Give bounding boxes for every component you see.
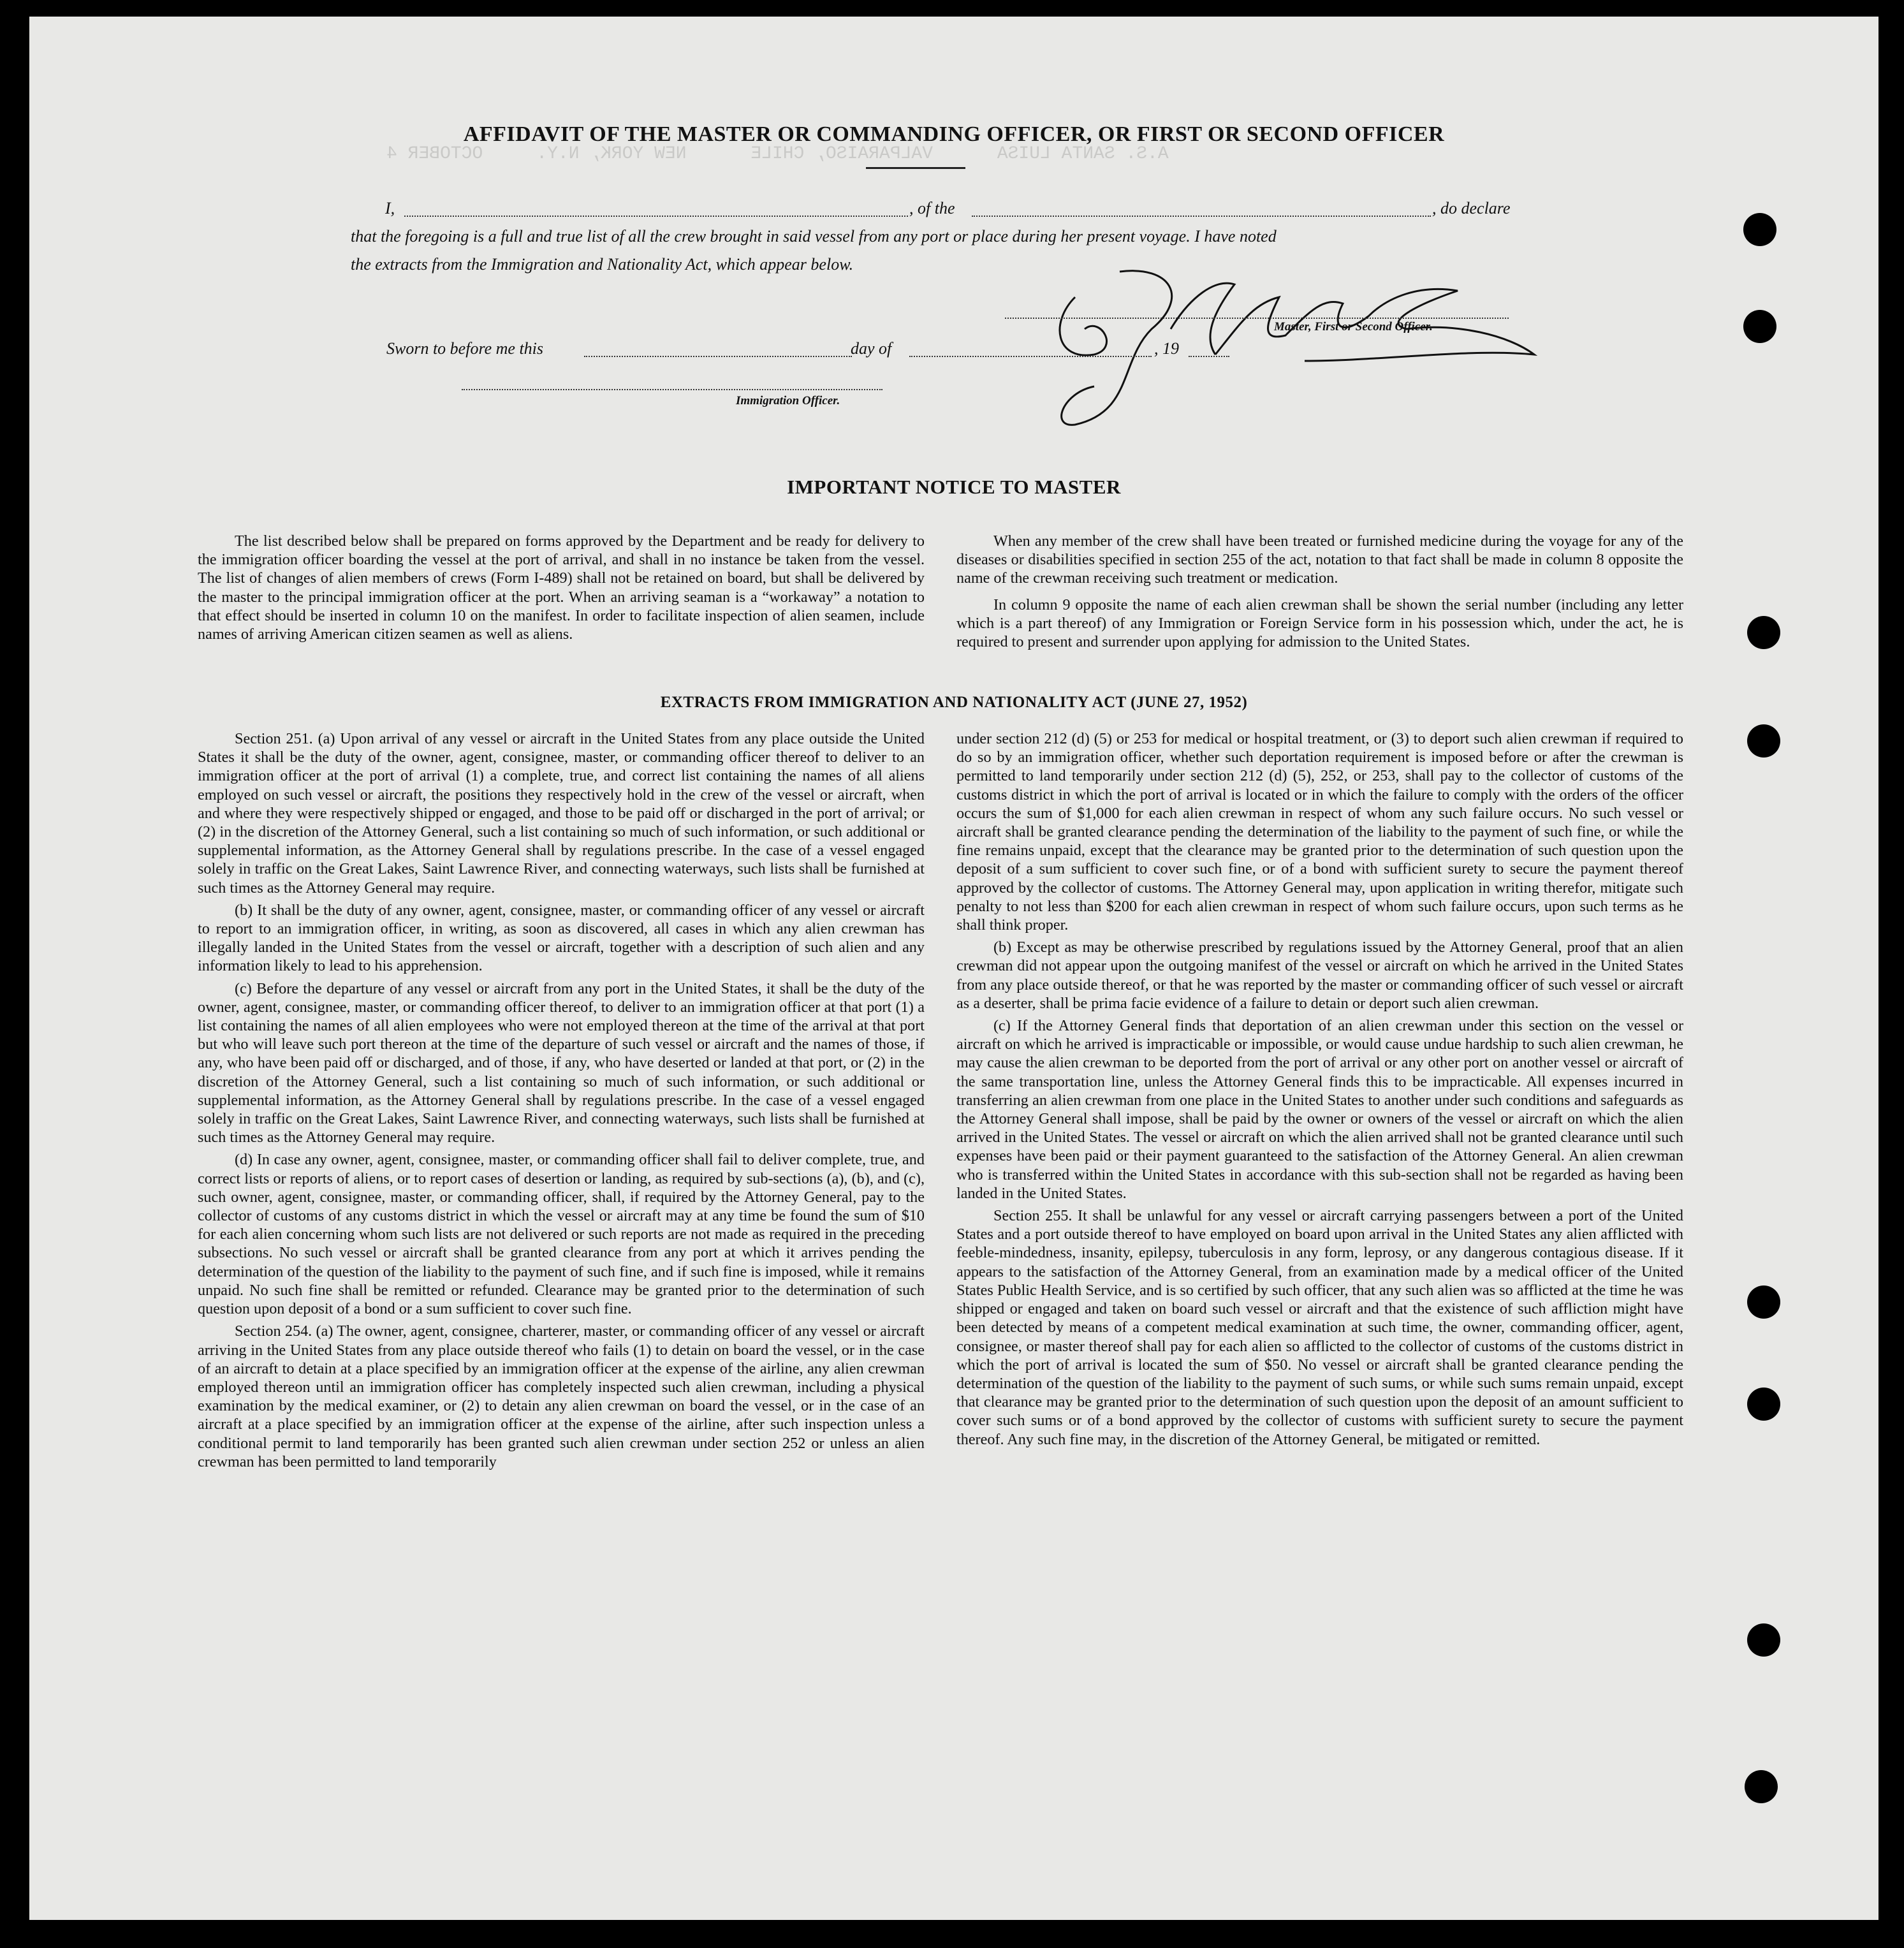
statute-paragraph: Section 254. (a) The owner, agent, consignee, charterer, master, or commanding officer of any vessel or aircraft arriving in the United States from any place outside thereof who fails (1) to detain on board the vessel, or in the case of an aircraft to detain at a place specified by an immigration officer at the expense of the airline, any alien crewman employed thereon until an immigration officer has completely inspected such alien crewman, including a physical examination by the medical examiner, or (2) to detain any alien crewman on board the vessel, or in the case of an aircraft at a place specified by an immigration officer at the expense of the airline, after such inspection unless a conditional permit to land temporarily has been granted such alien crewman under section 252 or unless an alien crewman has been permitted to land temporarily [198,1322,925,1470]
punch-hole [1747,1623,1780,1657]
notice-right-column [956,532,1683,651]
declaration-statement-1: that the foregoing is a full and true list of all the crew brought in said vessel from any port or place during her present voyage. I have noted [351,227,1277,245]
officer-signature-line [462,389,882,390]
statute-paragraph: (b) Except as may be otherwise prescribed by regulations issued by the Attorney General, proof that an alien crewman did not appear upon the outgoing manifest of the vessel or aircraft on which he arrived in the United States from any place outside thereof, or that he was reported by the master or commanding officer of such vessel or aircraft as a deserter, shall be prima facie evidence of a failure to detain or deport such alien crewman. [956,939,1683,1012]
notice-paragraph: In column 9 opposite the name of each alien crewman shall be shown the serial number (including any letter which is a part thereof) of any Immigration or Foreign Service form in his possession which, under the act, he is required to present and surrender upon applying for admission to the United States. [956,596,1683,651]
statute-paragraph: Section 255. It shall be unlawful for any vessel or aircraft carrying passengers between a port of the United States and a port outside thereof to have employed on board upon arrival in the United States any alien afflicted with feeble-mindedness, insanity, epilepsy, tuberculosis in any form, leprosy, or any dangerous contagious disease. If it appears to the satisfaction of the Attorney General, from an examination made by a medical officer of the United States Public Health Service, and is so certified by such officer, that any such alien was so afflicted at the time he was shipped or engaged and taken on board such vessel or aircraft and that the existence of such affliction might have been detected by means of a competent medical examination at such time, the owner, commanding officer, agent, consignee, or master thereof shall pay for each alien so afflicted to the collector of customs of the customs district in which the port of arrival is located the sum of $50. No vessel or aircraft shall be granted clearance pending the determination of the question of the liability to the payment of such sums, or while such sums remain unpaid, except that clearance may be granted prior to the determination of such question upon the deposit of an amount sufficient to cover such sums or of a bond approved by the collector of customs with sufficient surety to secure the payment thereof. Any such fine may, in the discretion of the Attorney General, be mitigated or remitted. [956,1207,1683,1448]
declaration-line-mid: , of the [909,199,955,217]
master-signature [1024,259,1598,437]
statute-paragraph: (d) In case any owner, agent, consignee, master, or commanding officer shall fail to deliver complete, true, and correct lists or reports of aliens, or to report cases of desertion or landing, as required by sub-sections (a), (b), and (c), such owner, agent, consignee, master, or commanding officer, shall, if required by the Attorney General, pay to the collector of customs of any customs district in which the vessel or aircraft may at any time be found the sum of $10 for each alien concerning whom such lists are not delivered or such reports are not made as required in the preceding subsections. No such vessel or aircraft shall be granted clearance from any port at which it arrives pending the determination of the question of the liability to the payment of such fine, and if such fine is imposed, while it remains unpaid. No such fine shall be remitted or refunded. Clearance may be granted prior to the determination of such question upon deposit of a bond or a sum sufficient to cover such fine. [198,1151,925,1318]
statute-paragraph: Section 251. (a) Upon arrival of any vessel or aircraft in the United States from any place outside the United States it shall be the duty of the owner, agent, consignee, master, or commanding officer thereof to deliver to an immigration officer at the port of arrival (1) a complete, true, and correct list containing the names of all aliens employed on such vessel or aircraft, the positions they respectively hold in the crew of the vessel or aircraft, when and where they were respectively shipped or engaged, and those to be paid off or discharged in the port of arrival; or (2) in the discretion of the Attorney General, such a list containing so much of such information, or such additional or supplemental information, as the Attorney General shall by regulations prescribe. In the case of a vessel engaged solely in traffic on the Great Lakes, Saint Lawrence River, and connecting waterways, such lists shall be furnished at such times as the Attorney General may require. [198,730,925,897]
name-blank [404,216,908,217]
affidavit-title: AFFIDAVIT OF THE MASTER OR COMMANDING OFFICER, OR FIRST OR SECOND OFFICER [463,122,1445,146]
punch-hole [1743,310,1776,343]
vessel-blank [972,216,1431,217]
notice-paragraph: When any member of the crew shall have been treated or furnished medicine during the voyage for any of the diseases or disabilities specified in section 255 of the act, notation to that fact shall be made in column 8 opposite the name of the crewman receiving such treatment or medication. [956,532,1683,587]
declaration-line-start: I, [385,199,395,217]
declaration-statement-2: the extracts from the Immigration and Nationality Act, which appear below. [351,255,854,274]
extracts-title: EXTRACTS FROM IMMIGRATION AND NATIONALITY ACT (JUNE 27, 1952) [660,694,1248,711]
statute-paragraph: (c) If the Attorney General finds that deportation of an alien crewman under this section on the vessel or aircraft on which he arrived is impracticable or impossible, or would cause undue hardship to such alien crewman, he may cause the alien crewman to be deported from the port of arrival or any other port on another vessel or aircraft of the same transportation line, unless the Attorney General finds this to be impracticable. All expenses incurred in transferring an alien crewman from one place in the United States to another under such conditions and safeguards as the Attorney General shall impose, shall be paid by the owner or owners of the vessel or aircraft on which the alien arrived in the United States. The vessel or aircraft on which the alien arrived shall not be granted clearance until such expenses have been paid or their payment guaranteed to the satisfaction of the Attorney General. An alien crewman who is transferred within the United States in accordance with this sub-section shall not be regarded as having been landed in the United States. [956,1017,1683,1202]
signature-line [1005,318,1509,319]
extracts-left-column [198,729,925,1471]
day-of-text: day of [851,339,892,358]
sworn-text: Sworn to before me this [386,339,544,358]
title-divider [866,167,965,169]
punch-hole [1743,213,1776,246]
punch-hole [1747,616,1780,649]
declaration-line-end: , do declare [1432,199,1511,217]
extracts-right-column [956,729,1683,1449]
year-prefix: , 19 [1154,339,1179,358]
officer-caption: Immigration Officer. [736,394,840,407]
notice-paragraph: The list described below shall be prepared on forms approved by the Department and be ready for delivery to the immigration officer boarding the vessel at the port of arrival, and shall in no instance be taken from the vessel. The list of changes of alien members of crews (Form I-489) shall not be retained on board, but shall be delivered by the master to the principal immigration officer at the port. When an arriving seaman is a “workaway” a notation to that effect should be inserted in column 10 on the manifest. In order to facilitate inspection of alien seamen, include names of arriving American citizen seamen as well as aliens. [198,532,925,643]
statute-paragraph: (b) It shall be the duty of any owner, agent, consignee, master, or commanding officer of any vessel or aircraft to report to an immigration officer, in writing, as soon as discovered, all cases in which any alien crewman has illegally landed in the United States from the vessel or aircraft, together with a description of such alien and any information likely to lead to his apprehension. [198,901,925,975]
statute-paragraph: under section 212 (d) (5) or 253 for medical or hospital treatment, or (3) to deport such alien crewman if required to do so by an immigration officer, whether such deportation requirement is imposed before or after the crewman is permitted to land temporarily under section 212 (d) (5), 252, or 253, shall pay to the collector of customs of the customs district in which the port of arrival is located or in which the failure to comply with the orders of the officer occurs the sum of $1,000 for each alien crewman in respect of whom any such failure occurs. No such vessel or aircraft shall be granted clearance pending the determination of the liability to the payment of such fine, or while the fine remains unpaid, except that the clearance may be granted prior to the determination of such question upon the deposit of a sum sufficient to cover such fine, or of a bond with sufficient surety to secure the payment thereof approved by the collector of customs. The Attorney General may, upon application in writing therefor, mitigate such penalty to not less than $200 for each alien crewman in respect of whom such failure occurs, upon such terms as he shall think proper. [956,730,1683,934]
punch-hole [1747,1285,1780,1319]
signature-caption: Master, First or Second Officer. [1274,320,1433,333]
punch-hole [1747,724,1780,758]
sworn-day-blank [584,356,852,357]
bleed-through-text: A.S. SANTA LUISA VALPARAISO, CHILE NEW YORK, N.Y. OCTOBER 4 [386,144,1169,164]
notice-left-column [198,532,925,643]
document-page [29,17,1878,1920]
punch-hole [1747,1388,1780,1421]
notice-title: IMPORTANT NOTICE TO MASTER [787,476,1121,498]
punch-hole [1745,1770,1778,1803]
statute-paragraph: (c) Before the departure of any vessel or aircraft from any port in the United States, it shall be the duty of the owner, agent, consignee, master, or commanding officer thereof, to deliver to an immigration officer at that port (1) a list containing the names of all alien employees who were not employed thereon at the time of the arrival at that port but who will leave such port thereon at the time of the departure of such vessel or aircraft and the names of those, if any, who have been paid off or discharged, and of those, if any, who have deserted or landed at that port, or (2) in the discretion of the Attorney General, such a list containing so much of such information, or such additional or supplemental information, as the Attorney General shall by regulations prescribe. In the case of a vessel engaged solely in traffic on the Great Lakes, Saint Lawrence River, and connecting waterways, such lists shall be furnished at such times as the Attorney General may require. [198,979,925,1146]
sworn-year-blank [1189,356,1229,357]
sworn-month-blank [909,356,1152,357]
